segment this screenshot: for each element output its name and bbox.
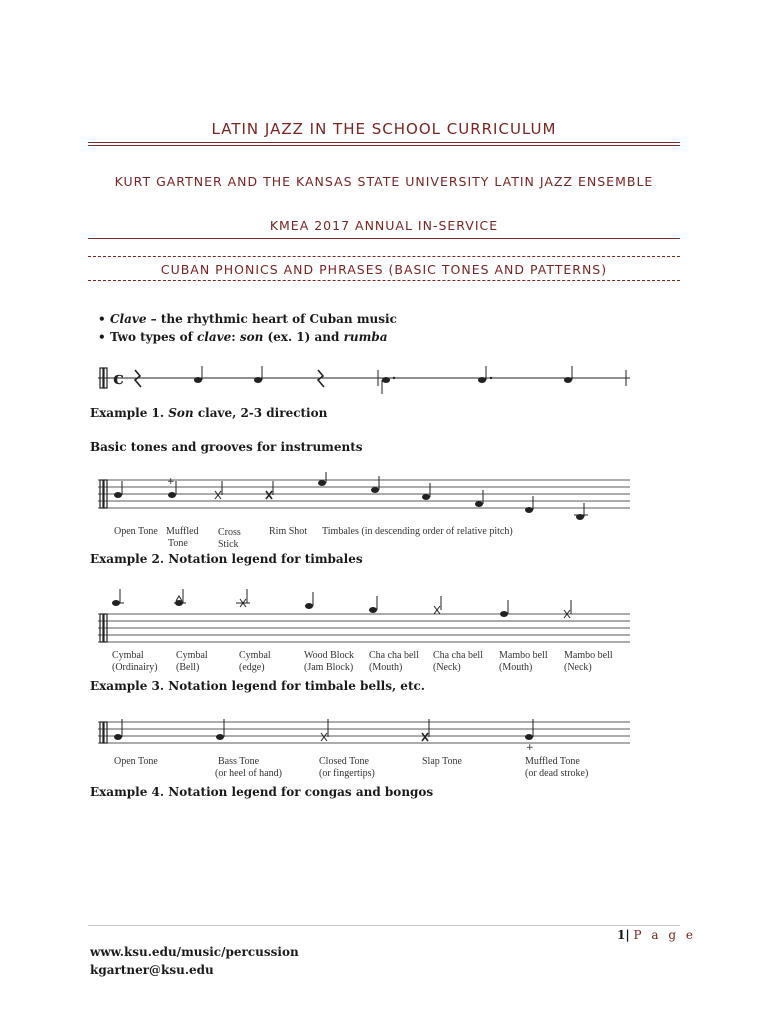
label-muffled-tone: Tone [168,538,188,549]
bullet-list [110,310,397,346]
document-title: LATIN JAZZ IN THE SCHOOL CURRICULUM [211,120,557,138]
label-wood-block-sub: (Jam Block) [304,662,354,673]
label-muffled-tone-sub: (or dead stroke) [525,768,589,779]
svg-text:c: c [113,368,124,389]
label-cross: Cross [218,527,241,538]
label-cymbal-ordinary: Cymbal [112,650,144,661]
example-3-caption: Example 3. Notation legend for timbale bells, etc. [90,679,425,693]
bullet-clave-types: • Two types of clave: son (ex. 1) and rumba [110,328,397,346]
event-rule [88,238,680,239]
label-open-tone: Open Tone [114,526,158,537]
footer-email: kgartner@ksu.edu [90,963,214,977]
event-line: KMEA 2017 ANNUAL IN-SERVICE [269,218,499,233]
label-cymbal-ordinary-sub: (Ordinairy) [112,662,158,673]
label-mambo-mouth: Mambo bell [499,650,548,661]
example-4-caption: Example 4. Notation legend for congas and bongos [90,785,434,799]
section-heading: CUBAN PHONICS AND PHRASES (BASIC TONES AND PATTERNS) [160,262,608,277]
label-slap-tone: Slap Tone [422,756,462,767]
grooves-heading: Basic tones and grooves for instruments [90,440,363,454]
label-mambo-mouth-sub: (Mouth) [499,662,533,673]
example-2-caption: Example 2. Notation legend for timbales [90,552,363,566]
label-cymbal-bell: Cymbal [176,650,208,661]
label-mambo-neck: Mambo bell [564,650,613,661]
label-stick: Stick [218,539,239,550]
bells-staff [90,584,635,676]
label-muffled-tone: Muffled Tone [525,756,580,767]
timbales-staff [90,472,635,552]
label-cymbal-bell-sub: (Bell) [176,662,200,673]
label-cymbal-edge: Cymbal [239,650,271,661]
label-chacha-mouth-sub: (Mouth) [369,662,403,673]
quarter-note-icon [194,377,202,383]
quarter-note-icon [254,377,262,383]
label-bass-tone: Bass Tone [218,756,260,767]
label-timbales: Timbales (in descending order of relative pitch) [322,526,513,537]
dotted-quarter-note-icon [382,377,390,383]
section-rule-bottom [88,280,680,281]
quarter-note-icon [564,377,572,383]
label-closed-tone: Closed Tone [319,756,369,767]
svg-text:+: + [167,477,175,487]
label-cymbal-edge-sub: (edge) [239,662,265,673]
label-bass-tone-sub: (or heel of hand) [215,768,282,779]
bullet-clave: • Clave – the rhythmic heart of Cuban music [110,310,397,328]
authors-line: KURT GARTNER AND THE KANSAS STATE UNIVERSITY LATIN JAZZ ENSEMBLE [114,174,654,189]
section-rule-top [88,256,680,257]
label-chacha-neck: Cha cha bell [433,650,483,661]
label-rim-shot: Rim Shot [269,526,308,537]
label-chacha-neck-sub: (Neck) [433,662,461,673]
page-number: 1| P a g e [616,928,696,942]
conga-staff [90,714,635,786]
footer-url: www.ksu.edu/music/percussion [90,945,299,959]
label-muffled: Muffled [166,526,199,537]
dotted-quarter-note-icon [478,377,486,383]
label-chacha-mouth: Cha cha bell [369,650,419,661]
label-closed-tone-sub: (or fingertips) [319,768,375,779]
label-open-tone: Open Tone [114,756,158,767]
title-double-rule [88,142,680,146]
example-1-caption: Example 1. Son clave, 2-3 direction [90,406,328,420]
svg-text:+: + [526,743,534,753]
label-wood-block: Wood Block [304,650,355,661]
son-clave-staff [90,360,635,400]
footer-rule [88,925,680,926]
label-mambo-neck-sub: (Neck) [564,662,592,673]
